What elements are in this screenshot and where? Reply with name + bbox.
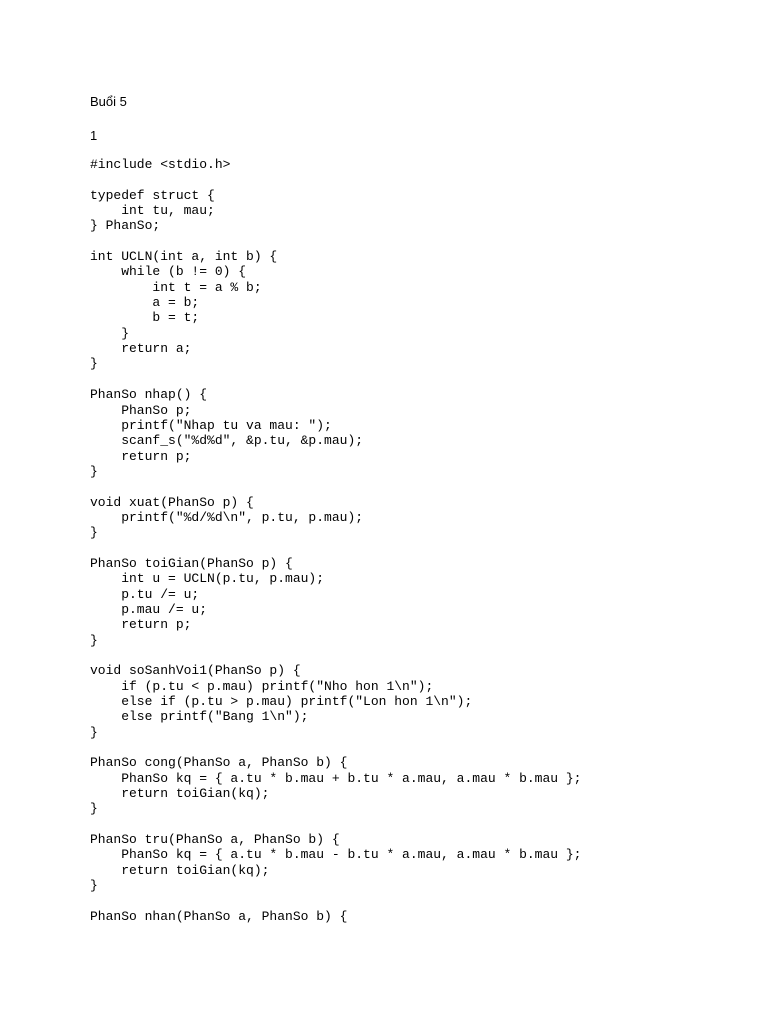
code-line: PhanSo nhan(PhanSo a, PhanSo b) {: [90, 908, 348, 924]
code-line: } PhanSo;: [90, 218, 161, 234]
code-line: p.mau /= u;: [90, 601, 208, 617]
code-line: int UCLN(int a, int b) {: [90, 249, 278, 265]
code-line: else printf("Bang 1\n");: [90, 709, 309, 725]
code-line: int t = a % b;: [90, 279, 262, 295]
code-line: [90, 648, 581, 663]
code-line: int tu, mau;: [90, 203, 215, 219]
code-line: int u = UCLN(p.tu, p.mau);: [90, 571, 325, 587]
code-line: a = b;: [90, 295, 200, 311]
code-line: #include <stdio.h>: [90, 157, 231, 172]
code-line: [90, 740, 581, 755]
code-line: PhanSo kq = { a.tu * b.mau - b.tu * a.mau, a.mau * b.mau };: [90, 847, 582, 863]
code-line: }: [90, 724, 98, 740]
code-line: PhanSo kq = { a.tu * b.mau + b.tu * a.mau, a.mau * b.mau };: [90, 770, 582, 786]
code-line: PhanSo toiGian(PhanSo p) {: [90, 555, 293, 571]
code-line: PhanSo cong(PhanSo a, PhanSo b) {: [90, 755, 348, 771]
code-line: p.tu /= u;: [90, 586, 200, 602]
code-line: [90, 817, 581, 832]
code-line: [90, 894, 581, 909]
code-line: [90, 234, 581, 249]
code-line: PhanSo nhap() {: [90, 387, 208, 403]
code-line: printf("Nhap tu va mau: ");: [90, 417, 332, 433]
code-line: }: [90, 463, 98, 479]
code-line: void soSanhVoi1(PhanSo p) {: [90, 663, 301, 679]
code-line: b = t;: [90, 310, 200, 326]
code-line: [90, 372, 581, 387]
code-block: [90, 157, 581, 924]
code-line: }: [90, 325, 130, 341]
code-line: return toiGian(kq);: [90, 862, 270, 878]
code-line: [90, 479, 581, 494]
code-line: [90, 172, 581, 187]
code-line: PhanSo p;: [90, 402, 192, 418]
code-line: }: [90, 356, 98, 372]
code-line: return p;: [90, 617, 192, 633]
code-line: [90, 541, 581, 556]
section-number: 1: [90, 128, 98, 143]
code-line: if (p.tu < p.mau) printf("Nho hon 1\n");: [90, 678, 434, 694]
document-heading: Buổi 5: [90, 94, 127, 109]
code-line: printf("%d/%d\n", p.tu, p.mau);: [90, 509, 364, 525]
code-line: void xuat(PhanSo p) {: [90, 494, 254, 510]
code-line: typedef struct {: [90, 187, 215, 203]
code-line: }: [90, 632, 98, 648]
code-line: return p;: [90, 448, 192, 464]
code-line: return toiGian(kq);: [90, 786, 270, 802]
code-line: }: [90, 525, 98, 541]
code-line: }: [90, 801, 98, 817]
code-line: PhanSo tru(PhanSo a, PhanSo b) {: [90, 832, 340, 848]
code-line: while (b != 0) {: [90, 264, 247, 280]
code-line: return a;: [90, 341, 192, 357]
code-line: scanf_s("%d%d", &p.tu, &p.mau);: [90, 433, 364, 449]
code-line: }: [90, 878, 98, 894]
code-line: else if (p.tu > p.mau) printf("Lon hon 1\n");: [90, 694, 473, 710]
